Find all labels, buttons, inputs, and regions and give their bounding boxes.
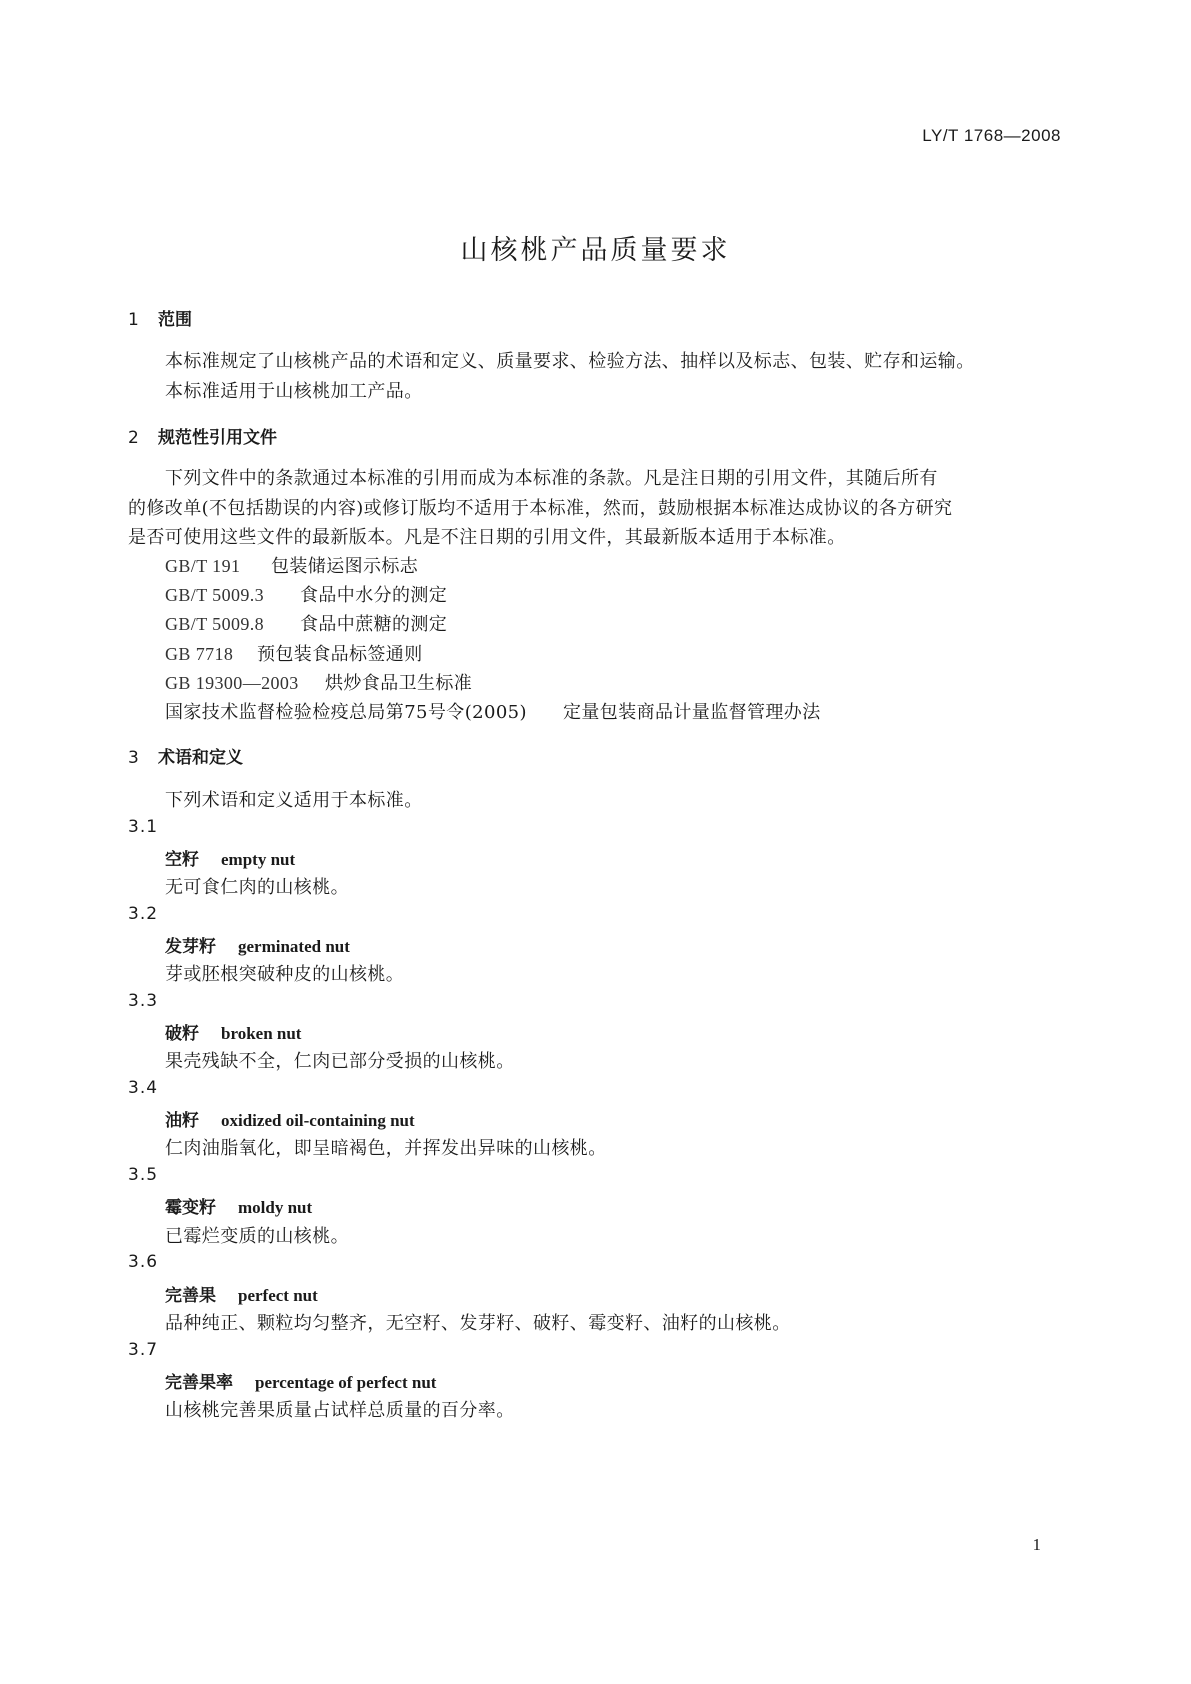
- term-definition: 果壳残缺不全，仁肉已部分受损的山核桃。: [165, 1051, 515, 1072]
- section-title: 范围: [158, 310, 192, 330]
- reference-code: 国家技术监督检验检疫总局第75号令(2005): [165, 702, 527, 723]
- reference-item: [165, 581, 447, 607]
- reference-name: 包装储运图示标志: [271, 556, 419, 577]
- paragraph: 本标准适用于山核桃加工产品。: [165, 381, 423, 402]
- term-number: 3.1: [128, 817, 159, 837]
- paragraph-line: 下列文件中的条款通过本标准的引用而成为本标准的条款。凡是注日期的引用文件，其随后所有: [165, 468, 938, 489]
- reference-name: 预包装食品标签通则: [257, 644, 423, 665]
- section-3-heading: [128, 743, 243, 768]
- term-heading: [165, 932, 350, 957]
- term-number: 3.2: [128, 904, 159, 924]
- term-zh: 破籽: [165, 1024, 199, 1044]
- reference-code: GB/T 5009.3: [165, 585, 265, 605]
- term-zh: 油籽: [165, 1111, 199, 1131]
- reference-name: 食品中水分的测定: [300, 585, 448, 606]
- section-title: 规范性引用文件: [158, 428, 277, 448]
- paragraph-line: 的修改单(不包括勘误的内容)或修订版均不适用于本标准，然而，鼓励根据本标准达成协议的各方研究: [128, 498, 953, 519]
- section-title: 术语和定义: [158, 748, 243, 768]
- term-number: 3.3: [128, 991, 159, 1011]
- term-zh: 霉变籽: [165, 1198, 216, 1218]
- term-definition: 山核桃完善果质量占试样总质量的百分率。: [165, 1400, 515, 1421]
- term-en: perfect nut: [238, 1286, 318, 1305]
- reference-item: [165, 552, 418, 578]
- reference-name: 食品中蔗糖的测定: [300, 614, 448, 635]
- section-1-heading: [128, 305, 192, 330]
- term-number: 3.5: [128, 1165, 159, 1185]
- term-en: moldy nut: [238, 1198, 313, 1217]
- term-heading: [165, 1106, 415, 1131]
- reference-code: GB 7718: [165, 644, 234, 664]
- term-heading: [165, 1368, 436, 1393]
- document-title: 山核桃产品质量要求: [460, 235, 731, 266]
- reference-item: [165, 640, 423, 666]
- paragraph: 下列术语和定义适用于本标准。: [165, 790, 423, 811]
- term-number: 3.4: [128, 1078, 159, 1098]
- term-zh: 空籽: [165, 850, 199, 870]
- reference-item: [165, 698, 821, 724]
- term-heading: [165, 1193, 312, 1218]
- term-en: germinated nut: [238, 937, 350, 956]
- term-heading: [165, 845, 295, 870]
- term-zh: 发芽籽: [165, 937, 216, 957]
- reference-item: [165, 610, 447, 636]
- paragraph: 本标准规定了山核桃产品的术语和定义、质量要求、检验方法、抽样以及标志、包装、贮存和运输。: [165, 351, 975, 372]
- page-number: 1: [1032, 1535, 1041, 1554]
- term-heading: [165, 1281, 318, 1306]
- term-zh: 完善果率: [165, 1373, 233, 1393]
- section-number: 1: [128, 310, 139, 330]
- reference-code: GB/T 5009.8: [165, 614, 265, 634]
- term-definition: 仁肉油脂氧化，即呈暗褐色，并挥发出异味的山核桃。: [165, 1138, 607, 1159]
- reference-name: 烘炒食品卫生标准: [325, 673, 473, 694]
- term-definition: 无可食仁肉的山核桃。: [165, 877, 349, 898]
- term-en: broken nut: [221, 1024, 302, 1043]
- section-number: 3: [128, 748, 139, 768]
- term-heading: [165, 1019, 301, 1044]
- standard-code: LY/T 1768—2008: [922, 126, 1061, 145]
- term-definition: 品种纯正、颗粒均匀整齐，无空籽、发芽籽、破籽、霉变籽、油籽的山核桃。: [165, 1313, 791, 1334]
- reference-code: GB/T 191: [165, 556, 241, 576]
- reference-name: 定量包装商品计量监督管理办法: [563, 702, 821, 723]
- reference-item: [165, 669, 472, 695]
- term-number: 3.7: [128, 1340, 159, 1360]
- term-en: percentage of perfect nut: [255, 1373, 437, 1392]
- term-number: 3.6: [128, 1252, 159, 1272]
- section-number: 2: [128, 428, 139, 448]
- paragraph-line: 是否可使用这些文件的最新版本。凡是不注日期的引用文件，其最新版本适用于本标准。: [128, 527, 846, 548]
- term-en: empty nut: [221, 850, 296, 869]
- section-2-heading: [128, 423, 277, 448]
- term-definition: 已霉烂变质的山核桃。: [165, 1226, 349, 1247]
- term-en: oxidized oil-containing nut: [221, 1111, 415, 1130]
- term-definition: 芽或胚根突破种皮的山核桃。: [165, 964, 405, 985]
- reference-code: GB 19300—2003: [165, 673, 299, 693]
- term-zh: 完善果: [165, 1286, 216, 1306]
